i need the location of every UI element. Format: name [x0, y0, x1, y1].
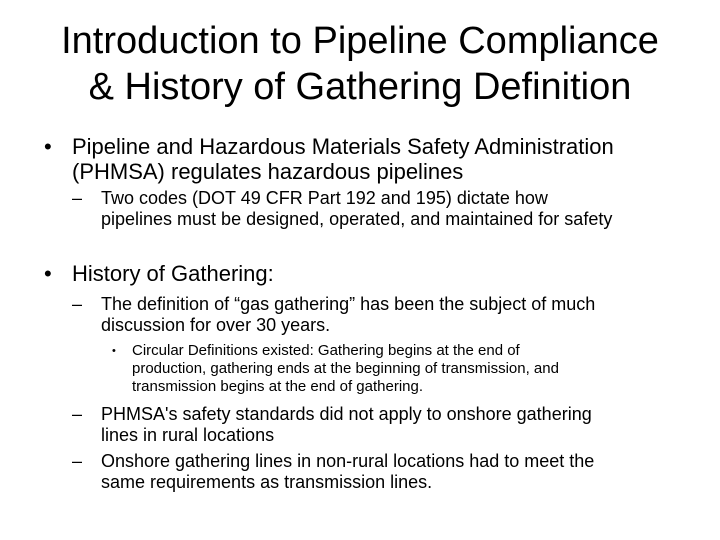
bullet-text	[72, 134, 614, 184]
dash-marker: –	[72, 404, 83, 424]
dash-marker: –	[72, 294, 83, 314]
sub-bullet-text	[101, 294, 595, 336]
bullet-marker: •	[112, 345, 116, 357]
sub-bullet-text-line-2: discussion for over 30 years.	[101, 315, 331, 335]
sub-bullet-text-line-1: Onshore gathering lines in non-rural locations had to meet the	[101, 451, 595, 471]
bullet-text-line-1: History of Gathering:	[72, 261, 274, 286]
dash-marker: –	[72, 188, 83, 208]
bullet-marker: •	[44, 134, 52, 159]
slide-title-line-1: Introduction to Pipeline Compliance	[61, 20, 659, 62]
sub-bullet-text-line-1: The definition of “gas gathering” has been the subject of much	[101, 294, 596, 314]
sub-sub-bullet-text	[132, 342, 559, 396]
bullet-text-line-2: (PHMSA) regulates hazardous pipelines	[72, 159, 464, 184]
sub-bullet-text-line-1: PHMSA's safety standards did not apply to onshore gathering	[101, 404, 592, 424]
slide-title-line-2: & History of Gathering Definition	[88, 66, 632, 108]
bullet-marker: •	[44, 261, 52, 286]
sub-bullet-text	[101, 188, 612, 230]
sub-bullet-text-line-2: same requirements as transmission lines.	[101, 472, 433, 492]
sub-sub-bullet-text-line-3: transmission begins at the end of gathering.	[132, 378, 424, 395]
sub-bullet-text-line-2: pipelines must be designed, operated, and maintained for safety	[101, 209, 613, 229]
bullet-text-line-1: Pipeline and Hazardous Materials Safety Administration	[72, 134, 614, 159]
sub-bullet-text	[101, 451, 594, 493]
sub-sub-bullet-text-line-2: production, gathering ends at the beginning of transmission, and	[132, 360, 559, 377]
sub-sub-bullet-text-line-1: Circular Definitions existed: Gathering begins at the end of	[132, 342, 520, 359]
bullet-text	[72, 261, 274, 286]
sub-bullet-text-line-2: lines in rural locations	[101, 425, 275, 445]
dash-marker: –	[72, 451, 83, 471]
sub-bullet-text-line-1: Two codes (DOT 49 CFR Part 192 and 195) dictate how	[101, 188, 548, 208]
sub-bullet-text	[101, 404, 592, 446]
